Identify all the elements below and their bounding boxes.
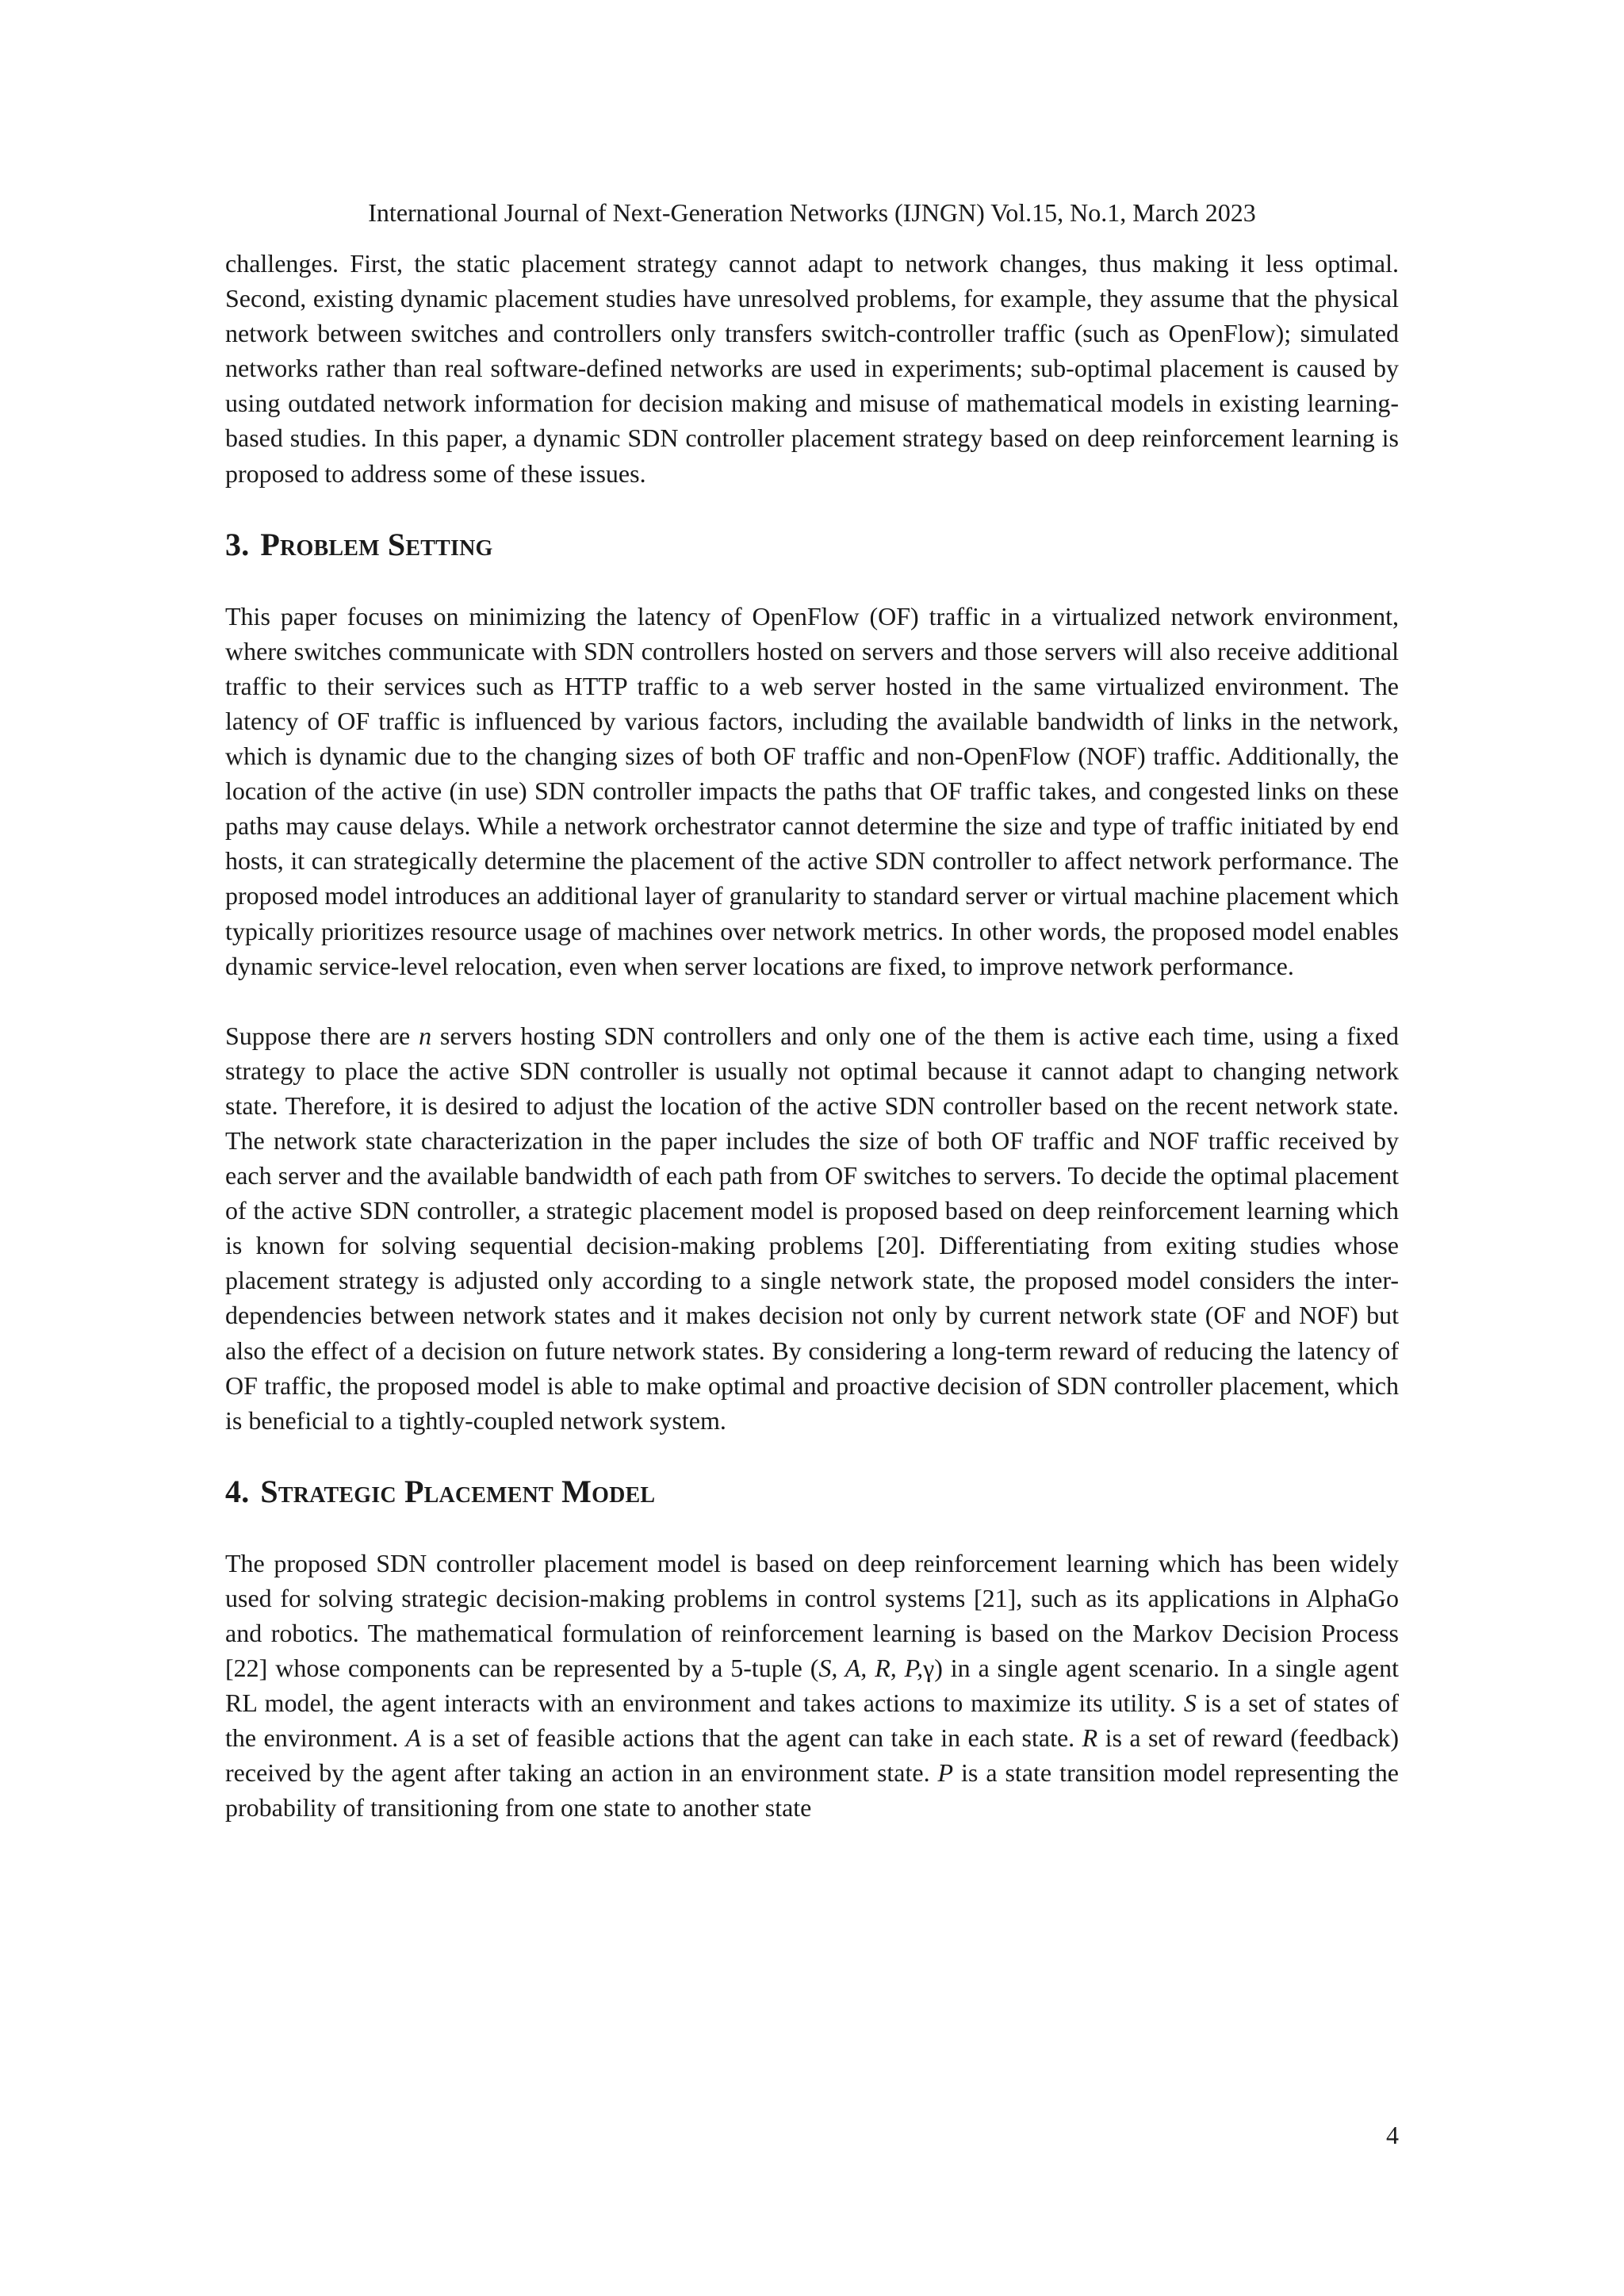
section-4-number: 4. [225, 1473, 250, 1509]
section-3-number: 3. [225, 526, 250, 562]
section-3-paragraph-2 [225, 1018, 1399, 1438]
symbol-R: R [1082, 1723, 1098, 1753]
symbol-A: A [405, 1723, 422, 1753]
section-4-text-a: The proposed SDN controller placement model is based on deep reinforcement learning which has been widely used for solving strategic decision-making problems in control systems [21], such as its applications in AlphaGo and robotics. The mathematical formulation of reinforcement learning is based on the Markov Decision Process [22] whose components can be represented by a 5-tuple ( [225, 1548, 1399, 1683]
section-3-heading [225, 526, 1399, 564]
section-4-paragraph-1 [225, 1546, 1399, 1826]
section-3-paragraph-1: This paper focuses on minimizing the latency of OpenFlow (OF) traffic in a virtualized network environment, where switches communicate with SDN controllers hosted on servers and those servers will also receive additional traffic to their services such as HTTP traffic to a web server hosted in the same virtualized environment. The latency of OF traffic is influenced by various factors, including the available bandwidth of links in the network, which is dynamic due to the changing sizes of both OF traffic and non-OpenFlow (NOF) traffic. Additionally, the location of the active (in use) SDN controller impacts the paths that OF traffic takes, and congested links on these paths may cause delays. While a network orchestrator cannot determine the size and type of traffic initiated by end hosts, it can strategically determine the placement of the active SDN controller to affect network performance. The proposed model introduces an additional layer of granularity to standard server or virtual machine placement which typically prioritizes resource usage of machines over network metrics. In other words, the proposed model enables dynamic service-level relocation, even when server locations are fixed, to improve network performance. [225, 601, 1399, 980]
section-4-text-c: is a set of states of the environment. [225, 1688, 1400, 1753]
variable-n: n [419, 1021, 432, 1050]
section-4-text-b: ) in a single agent scenario. In a single agent RL model, the agent interacts with an environment and takes actions to maximize its utility. [225, 1654, 1400, 1718]
section-4-text-e: is a set of reward (feedback) received by the agent after taking an action in an environment state. [225, 1723, 1400, 1788]
running-header: International Journal of Next-Generation Networks (IJNGN) Vol.15, No.1, March 2023 [368, 198, 1256, 227]
tuple-symbols: S, A, R, P, [818, 1654, 924, 1683]
gamma-symbol: γ [923, 1654, 935, 1683]
section-3-p2-part-1: Suppose there are [225, 1021, 419, 1050]
section-4-text-d: is a set of feasible actions that the agent can take in each state. [421, 1723, 1082, 1753]
page-number: 4 [1386, 2121, 1399, 2149]
section-4-heading [225, 1473, 1399, 1511]
section-3-p2-part-2: servers hosting SDN controllers and only one of the them is active each time, using a fixed strategy to place the active SDN controller is usually not optimal because it cannot adapt to changing network state. Therefore, it is desired to adjust the location of the active SDN controller based on the recent network state. The network state characterization in the paper includes the size of both OF traffic and NOF traffic received by each server and the available bandwidth of each path from OF switches to servers. To decide the optimal placement of the active SDN controller, a strategic placement model is proposed based on deep reinforcement learning which is known for solving sequential decision-making problems [20]. Differentiating from exiting studies whose placement strategy is adjusted only according to a single network state, the proposed model considers the inter-dependencies between network states and it makes decision not only by current network state (OF and NOF) but also the effect of a decision on future network states. By considering a long-term reward of reducing the latency of OF traffic, the proposed model is able to make optimal and proactive decision of SDN controller placement, which is beneficial to a tightly-coupled network system. [225, 1021, 1400, 1435]
symbol-P: P [937, 1758, 954, 1788]
symbol-S: S [1183, 1688, 1197, 1718]
page-content [225, 246, 1399, 1826]
section-4-title: Strategic Placement Model [260, 1473, 656, 1509]
section-4-text-f: is a state transition model representing the probability of transitioning from one state to another state [225, 1758, 1400, 1823]
intro-paragraph: challenges. First, the static placement strategy cannot adapt to network changes, thus making it less optimal. Second, existing dynamic placement studies have unresolved problems, for example, they assume that the physical network between switches and controllers only transfers switch-controller traffic (such as OpenFlow); simulated networks rather than real software-defined networks are used in experiments; sub-optimal placement is caused by using outdated network information for decision making and misuse of mathematical models in existing learning-based studies. In this paper, a dynamic SDN controller placement strategy based on deep reinforcement learning is proposed to address some of these issues. [225, 249, 1399, 488]
section-3-title: Problem Setting [260, 526, 493, 562]
